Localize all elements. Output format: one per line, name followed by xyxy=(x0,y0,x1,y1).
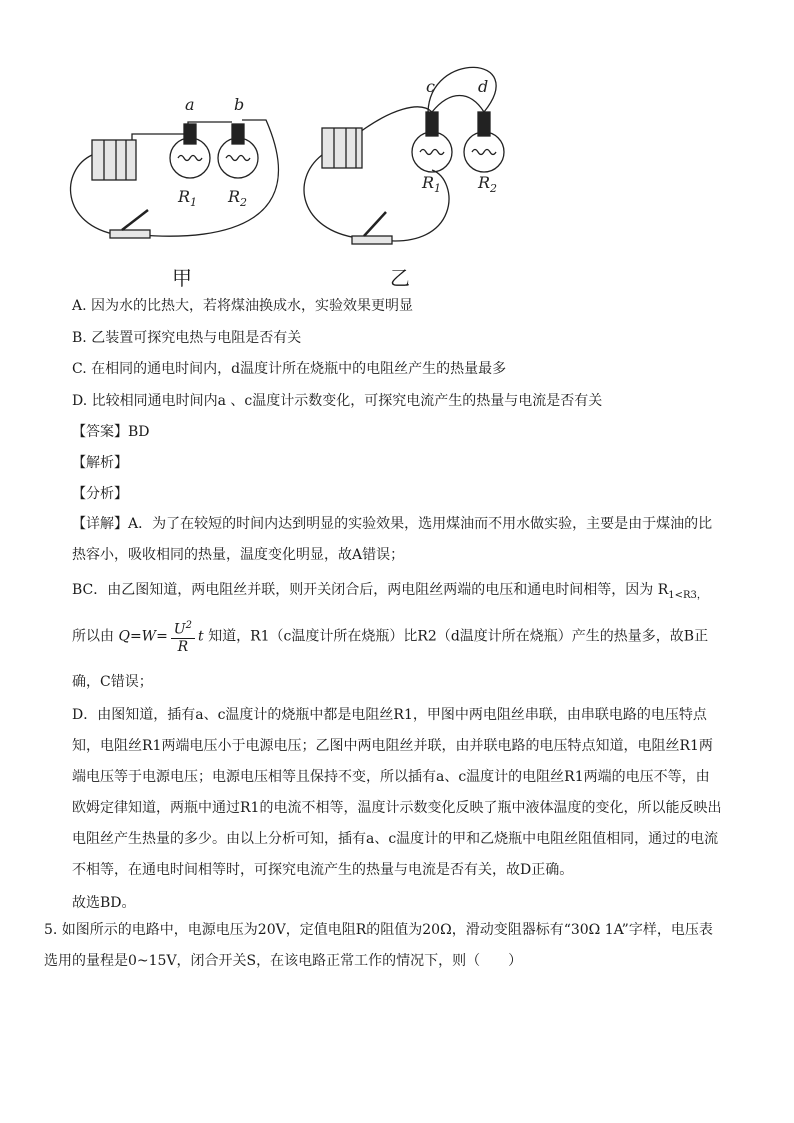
flask-b-stopper xyxy=(232,124,244,144)
label-b: b xyxy=(234,95,245,114)
circuit-figure xyxy=(60,60,520,260)
flask-a-stopper xyxy=(184,124,196,144)
switch-right xyxy=(352,236,392,244)
analysis-subtitle: 【分析】 xyxy=(72,486,128,502)
battery-left xyxy=(92,140,136,180)
figure-label-jia: 甲 xyxy=(172,266,192,290)
label-c: c xyxy=(426,77,435,96)
detail-d: D．由图知道，插有a、c温度计的烧瓶中都是电阻丝R1，甲图中两电阻丝串联，由串联电路的电压特点知，电阻丝R1两端电压小于电源电压；乙图中两电阻丝并联，由并联电路的电压特点知道，电阻丝R1两端电压等于电源电压；电源电压相等且保持不变，所以插有a、c温度计的电阻丝R1两端的电压不等，由欧姆定律知道，两瓶中通过R1的电流不相等，温度计示数变化反映了瓶中液体温度的变化，所以能反映出电阻丝产生热量的多少。由以上分析可知，插有a、c温度计的甲和乙烧瓶中电阻丝阻值相同，通过的电流不相等，在通电时间相等时，可探究电流产生的热量与电流是否有关，故D正确。 xyxy=(72,707,722,878)
label-d: d xyxy=(478,77,489,96)
label-a: a xyxy=(185,95,195,114)
switch-left xyxy=(110,230,150,238)
conclusion: 故选BD。 xyxy=(72,895,136,911)
wire-right-top xyxy=(360,107,432,132)
label-r1-right: $R_1$ xyxy=(422,173,442,195)
label-r2-right: $R_2$ xyxy=(478,173,498,195)
option-d: D. 比较相同通电时间内a 、c温度计示数变化，可探究电流产生的热量与电流是否有关 xyxy=(72,393,603,409)
detail-bc-formula-line: 所以由 Q=W= $\frac{U^2}{R}$ t 知道，R1（c温度计所在烧瓶）比R2（d温度计所在烧瓶）产生的热量多，故B正 xyxy=(72,620,709,655)
joule-formula: Q=W= $\frac{U^2}{R}$ t xyxy=(118,620,204,655)
wire-left-bottom xyxy=(140,120,278,236)
option-b: B. 乙装置可探究电热与电阻是否有关 xyxy=(72,330,302,346)
figure-label-yi: 乙 xyxy=(390,266,410,290)
wire-right-bottom xyxy=(380,170,449,241)
detail-a: 【详解】A．为了在较短的时间内达到明显的实验效果，选用煤油而不用水做实验，主要是由于煤油的比热容小，吸收相同的热量，温度变化明显，故A错误； xyxy=(72,516,713,563)
wire-left-top xyxy=(132,122,232,140)
analysis-title: 【解析】 xyxy=(72,455,128,471)
label-r1-left: $R_1$ xyxy=(178,187,198,209)
option-a: A. 因为水的比热大，若将煤油换成水，实验效果更明显 xyxy=(72,298,414,314)
label-r2-left: $R_2$ xyxy=(228,187,248,209)
answer: 【答案】BD xyxy=(72,424,150,440)
wire-right-mid xyxy=(432,96,484,113)
detail-bc-line3: 确，C错误； xyxy=(72,674,153,690)
option-c: C. 在相同的通电时间内，d温度计所在烧瓶中的电阻丝产生的热量最多 xyxy=(72,361,507,377)
question-5: 5. 如图所示的电路中，电源电压为20V，定值电阻R的阻值为20Ω，滑动变阻器标有“30Ω 1A”字样，电压表选用的量程是0~15V，闭合开关S，在该电路正常工作的情况下，则（ ） xyxy=(44,922,713,969)
detail-bc-line1: BC．由乙图知道，两电阻丝并联，则开关闭合后，两电阻丝两端的电压和通电时间相等，因为 $R_{1<R3,}$ xyxy=(72,582,707,601)
